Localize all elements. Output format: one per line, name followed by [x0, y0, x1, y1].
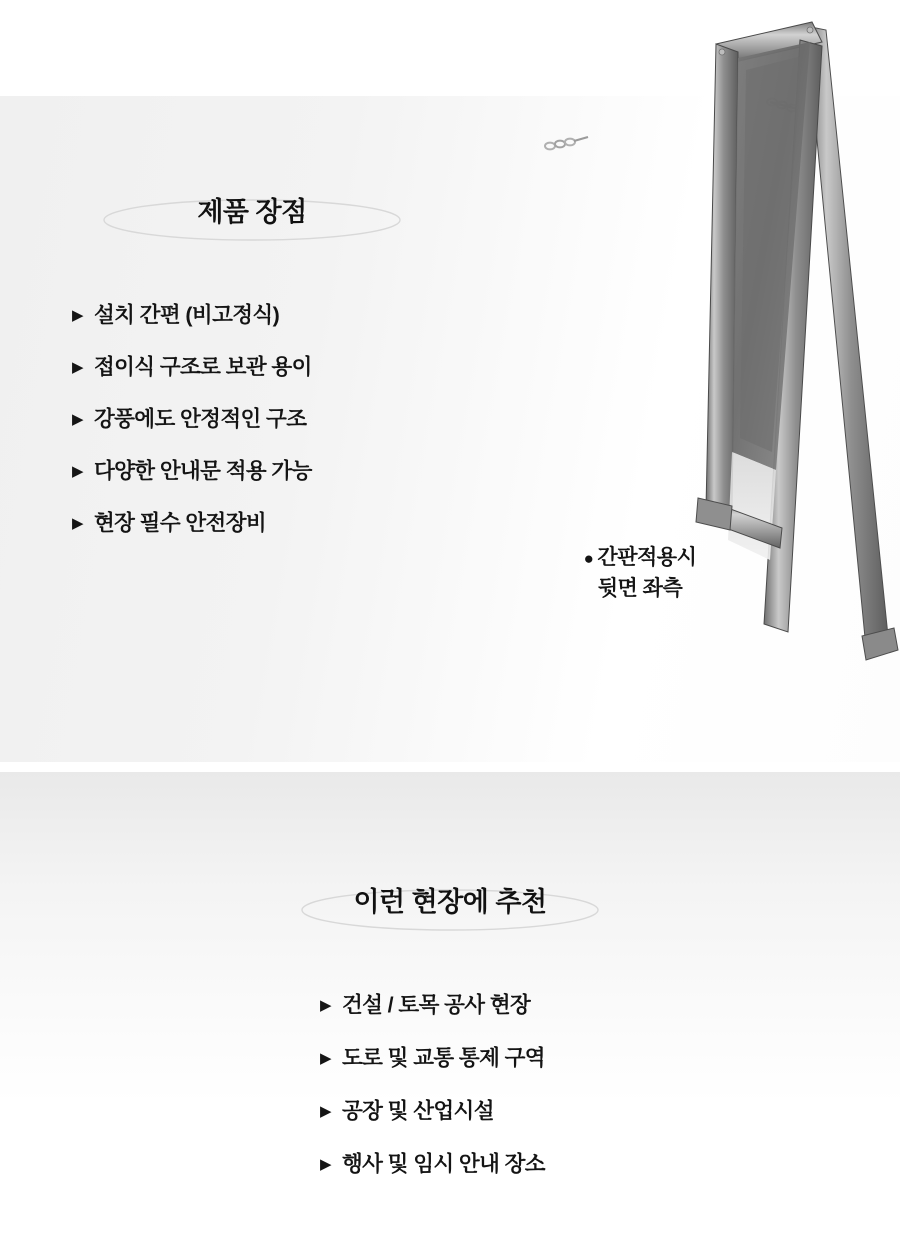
advantages-list — [72, 298, 312, 558]
arrow-right-icon: ▶ — [320, 1103, 331, 1120]
arrow-right-icon: ▶ — [72, 359, 83, 376]
photo-caption-text-2: 뒷면 좌측 — [597, 577, 683, 601]
recommend-heading — [300, 880, 600, 919]
advantages-heading — [102, 190, 402, 229]
arrow-right-icon: ▶ — [72, 411, 83, 428]
arrow-right-icon: ▶ — [72, 307, 83, 324]
photo-caption-text-1: 간판적용시 — [597, 546, 697, 569]
recommend-list — [320, 988, 545, 1200]
list-item-label: 다양한 안내문 적용 가능 — [93, 459, 312, 483]
arrow-right-icon: ▶ — [320, 997, 331, 1014]
list-item-label: 공장 및 산업시설 — [341, 1099, 494, 1123]
list-item-label: 강풍에도 안정적인 구조 — [93, 407, 307, 431]
list-item-label: 접이식 구조로 보관 용이 — [93, 355, 312, 379]
list-item — [72, 350, 312, 381]
arrow-right-icon: ▶ — [72, 515, 83, 532]
photo-caption-line-1 — [500, 542, 780, 573]
list-item — [72, 506, 312, 537]
list-item-label: 현장 필수 안전장비 — [93, 511, 267, 535]
list-item — [320, 1041, 545, 1072]
recommend-heading-text: 이런 현장에 추천 — [353, 887, 547, 917]
arrow-right-icon: ▶ — [320, 1156, 331, 1173]
bullet-dot-icon: ● — [583, 548, 594, 568]
photo-caption — [500, 542, 780, 604]
list-item — [72, 298, 312, 329]
list-item — [72, 402, 312, 433]
list-item — [320, 1094, 545, 1125]
list-item-label: 도로 및 교통 통제 구역 — [341, 1046, 545, 1070]
list-item — [72, 454, 312, 485]
list-item — [320, 1147, 545, 1178]
list-item-label: 설치 간편 (비고정식) — [93, 303, 280, 327]
list-item-label: 행사 및 임시 안내 장소 — [341, 1152, 545, 1176]
advantages-heading-text: 제품 장점 — [197, 197, 307, 227]
list-item — [320, 988, 545, 1019]
arrow-right-icon: ▶ — [72, 463, 83, 480]
list-item-label: 건설 / 토목 공사 현장 — [341, 993, 531, 1017]
arrow-right-icon: ▶ — [320, 1050, 331, 1067]
